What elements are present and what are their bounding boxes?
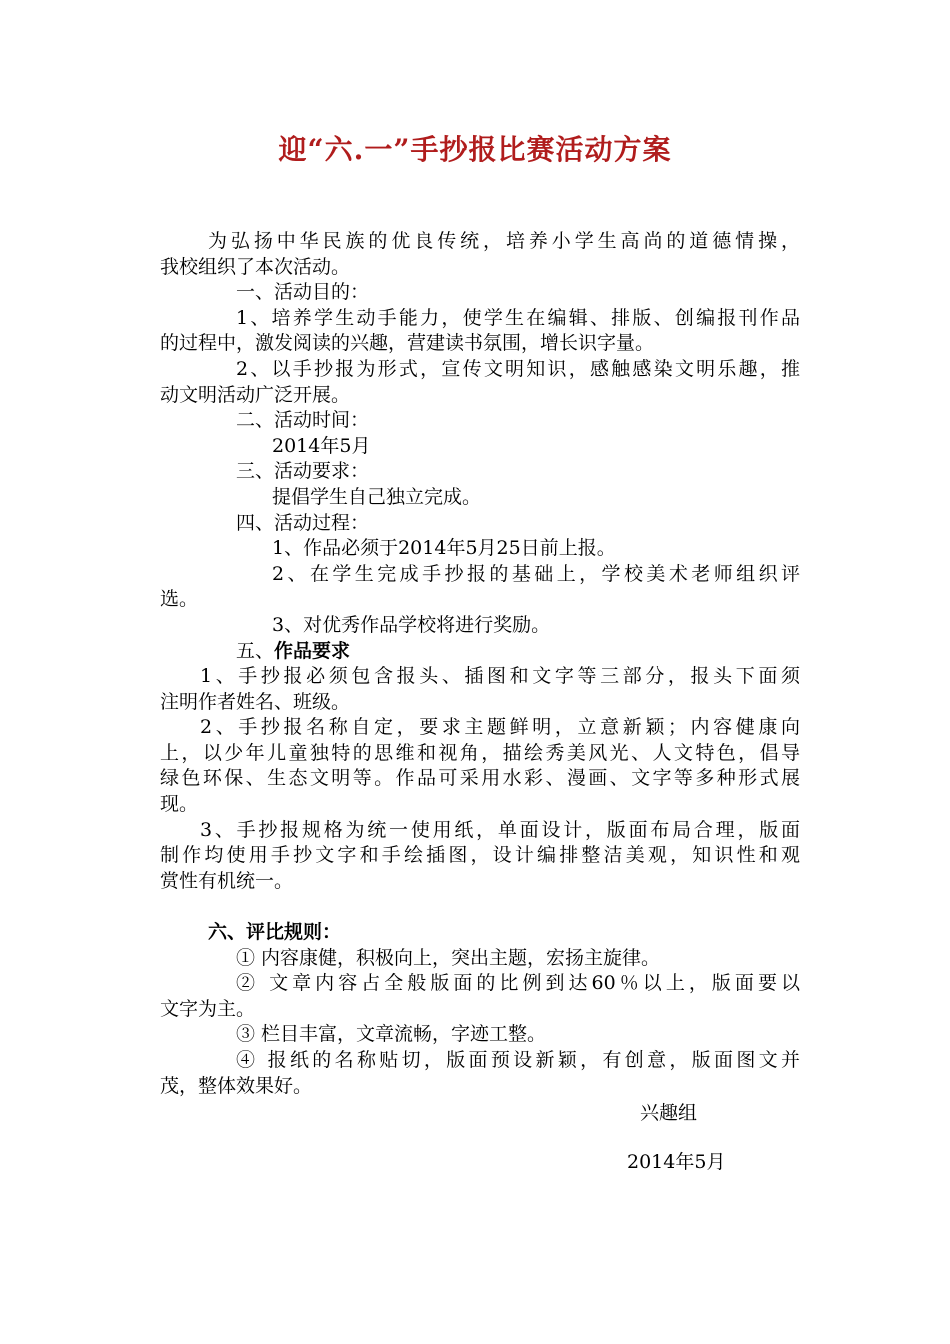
section-heading: 二、活动时间：: [236, 409, 370, 432]
document-body: [160, 229, 800, 1099]
signature-date: 2014年5月: [627, 1151, 726, 1173]
rule-item: ③ 栏目丰富，文章流畅，字迹工整。: [236, 1023, 547, 1046]
section-heading: 六、评比规则：: [208, 921, 342, 944]
document-title: 迎“六.一”手抄报比赛活动方案: [278, 133, 672, 166]
section-heading: 一、活动目的：: [236, 281, 370, 304]
paragraph-line: 1、培养学生动手能力，使学生在编辑、排版、创编报刊作品: [236, 306, 800, 329]
section-heading-bold: 作品要求: [274, 639, 351, 662]
section-heading: 三、活动要求：: [236, 460, 370, 483]
section-value: 提倡学生自己独立完成。: [272, 485, 482, 508]
rule-item: 文字为主。: [160, 997, 256, 1020]
spacer: [160, 894, 800, 920]
paragraph-line: 2、手抄报名称自定，要求主题鲜明，立意新颖；内容健康向: [200, 716, 800, 739]
section-heading: [160, 639, 800, 665]
paragraph-line: 现。: [160, 793, 199, 816]
paragraph-line: 1、作品必须于2014年5月25日前上报。: [272, 537, 616, 560]
rule-item: 茂，整体效果好。: [160, 1074, 313, 1097]
section-value: 2014年5月: [272, 434, 371, 457]
rule-item: ④ 报纸的名称贴切，版面预设新颖，有创意，版面图文并: [236, 1049, 800, 1071]
paragraph-line: 的过程中，激发阅读的兴趣，营建读书氛围，增长识字量。: [160, 332, 655, 355]
paragraph-line: 上，以少年儿童独特的思维和视角，描绘秀美风光、人文特色，倡导: [160, 741, 800, 764]
paragraph-line: 制作均使用手抄文字和手绘插图，设计编排整洁美观，知识性和观: [160, 844, 800, 867]
paragraph-line: 绿色环保、生态文明等。作品可采用水彩、漫画、文字等多种形式展: [160, 767, 800, 790]
paragraph-line: 赏性有机统一。: [160, 869, 294, 892]
paragraph-line: 3、对优秀作品学校将进行奖励。: [272, 613, 551, 636]
intro-line: 为弘扬中华民族的优良传统，培养小学生高尚的道德情操，: [208, 230, 800, 252]
rule-item: ② 文章内容占全般版面的比例到达60％以上，版面要以: [236, 972, 800, 995]
paragraph-line: 2、以手抄报为形式，宣传文明知识，感触感染文明乐趣，推: [236, 357, 800, 380]
paragraph-line: 2、在学生完成手抄报的基础上，学校美术老师组织评: [272, 562, 800, 585]
paragraph-line: 注明作者姓名、班级。: [160, 690, 351, 713]
section-heading-prefix: 五、: [236, 639, 275, 662]
intro-line: 我校组织了本次活动。: [160, 255, 351, 278]
section-heading: 四、活动过程：: [236, 511, 370, 534]
rule-item: ① 内容康健，积极向上，突出主题，宏扬主旋律。: [236, 946, 661, 969]
paragraph-line: 3、手抄报规格为统一使用纸，单面设计，版面布局合理，版面: [200, 818, 800, 841]
paragraph-line: 1、手抄报必须包含报头、插图和文字等三部分，报头下面须: [200, 665, 800, 688]
paragraph-line: 选。: [160, 588, 199, 611]
paragraph-line: 动文明活动广泛开展。: [160, 383, 351, 406]
signature-group: 兴趣组: [640, 1102, 698, 1124]
